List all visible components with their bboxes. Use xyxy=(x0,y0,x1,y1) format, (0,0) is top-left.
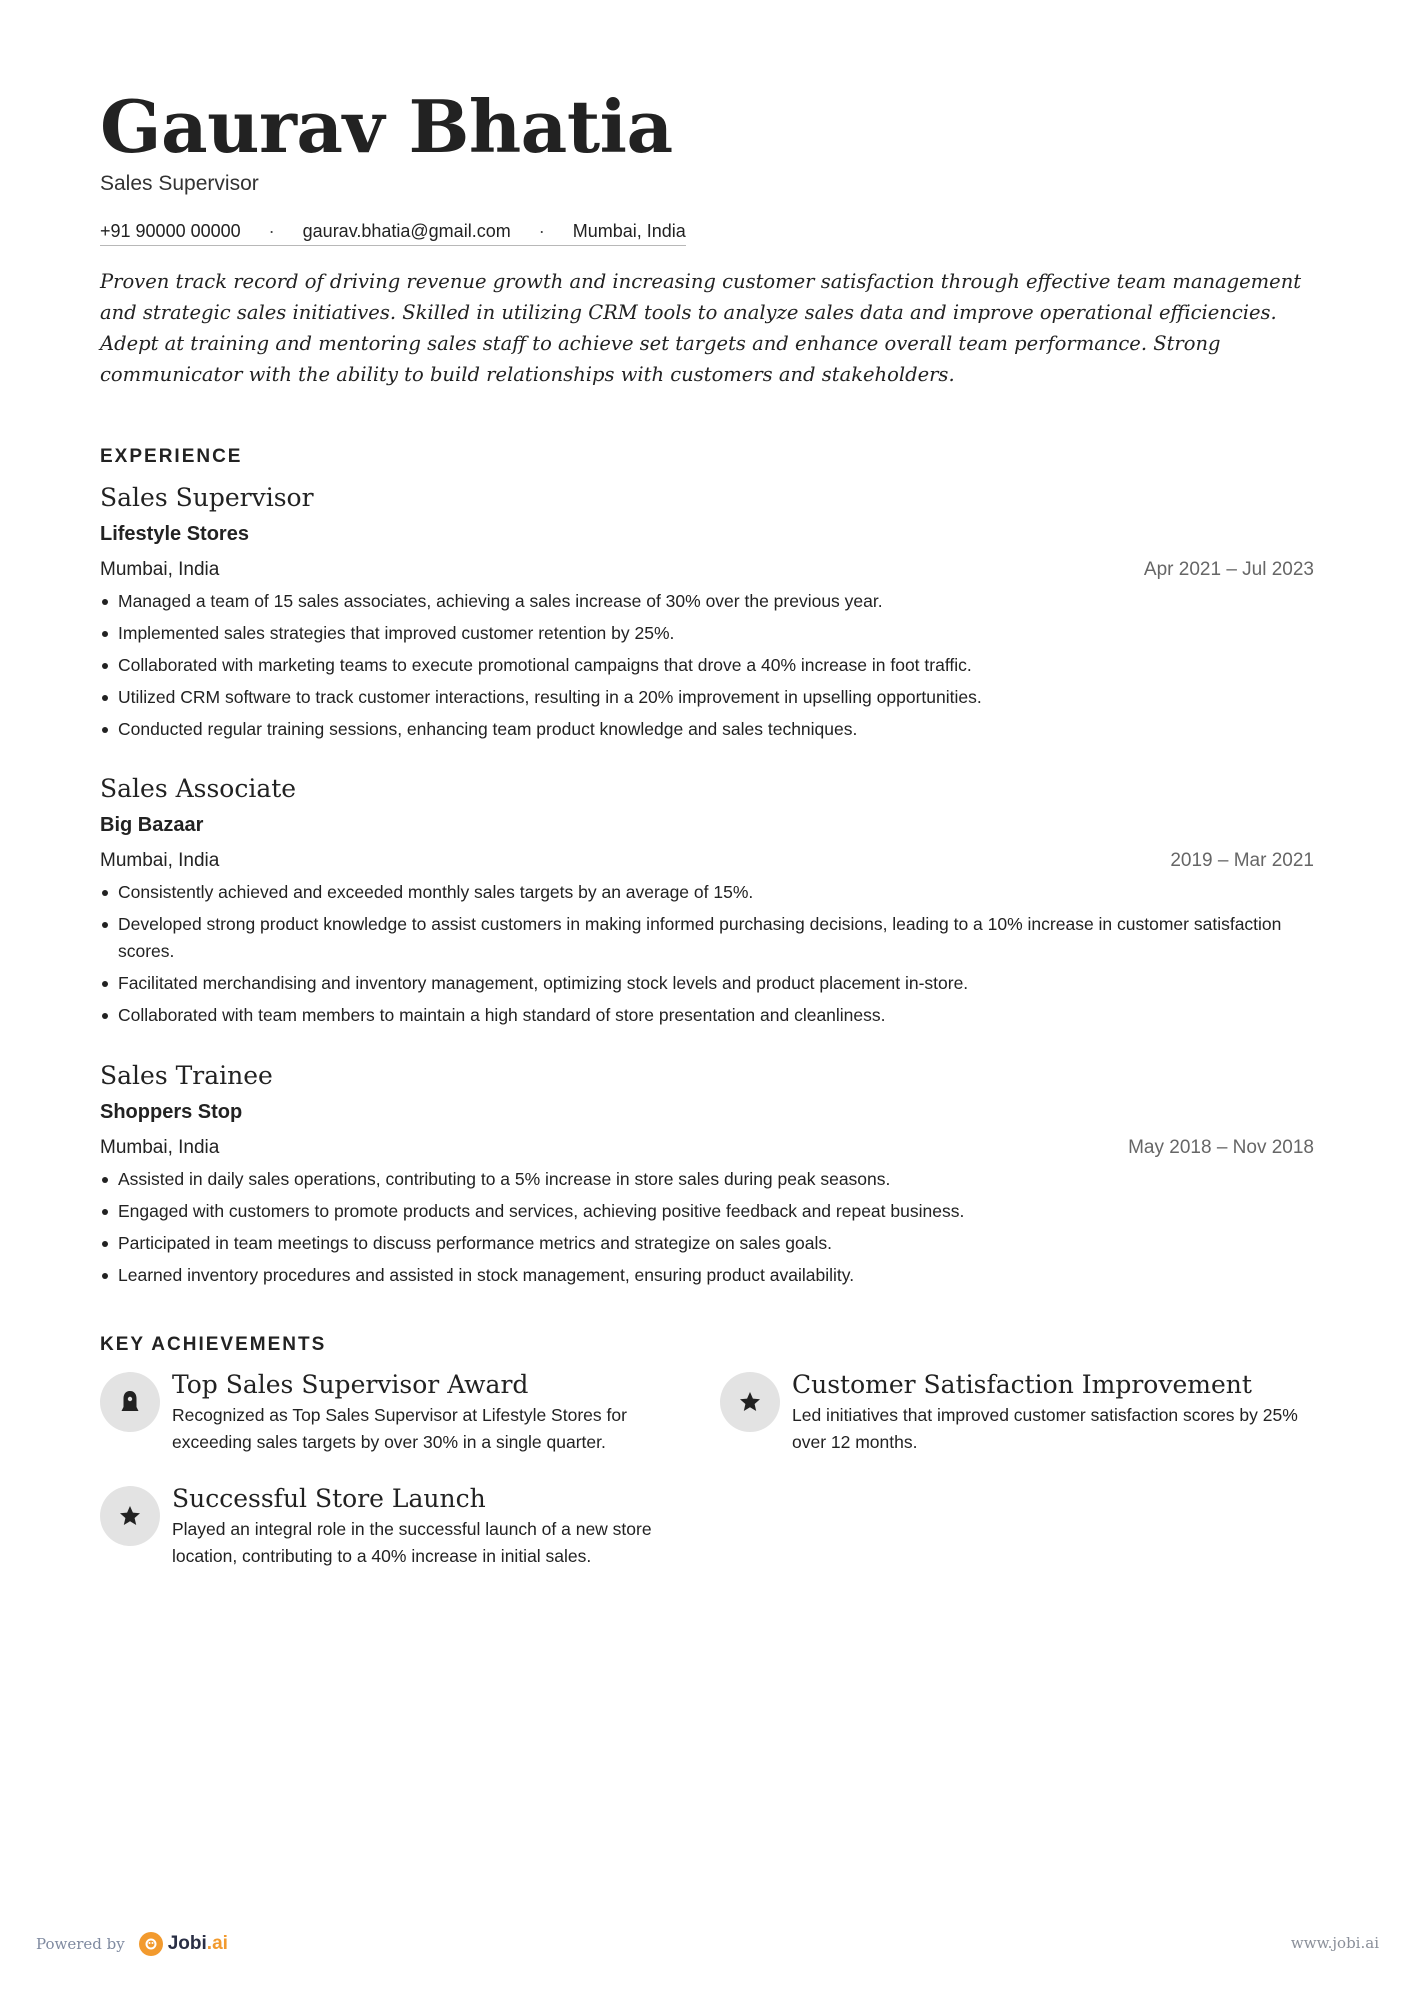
award-icon xyxy=(100,1372,160,1432)
experience-entry xyxy=(100,771,1314,1034)
job-bullet: Implemented sales strategies that improved customer retention by 25%. xyxy=(100,620,1314,647)
achievement-body xyxy=(172,1368,692,1456)
job-title: Sales Supervisor xyxy=(100,483,314,512)
job-bullet: Learned inventory procedures and assisted in stock management, ensuring product availability. xyxy=(100,1262,1314,1289)
contact-separator: · xyxy=(538,221,545,241)
achievement-description: Led initiatives that improved customer satisfaction scores by 25% over 12 months. xyxy=(792,1405,1298,1452)
achievement-description: Recognized as Top Sales Supervisor at Lifestyle Stores for exceeding sales targets by over 30% in a single quarter. xyxy=(172,1405,627,1452)
job-location: Mumbai, India xyxy=(100,850,220,871)
achievement-title: Successful Store Launch xyxy=(172,1484,486,1513)
star-icon xyxy=(100,1486,160,1546)
job-bullet: Facilitated merchandising and inventory management, optimizing stock levels and product placement in-store. xyxy=(100,970,1314,997)
job-bullet: Utilized CRM software to track customer interactions, resulting in a 20% improvement in upselling opportunities. xyxy=(100,684,1314,711)
contact-line xyxy=(100,218,686,246)
job-bullet: Collaborated with team members to maintain a high standard of store presentation and cleanliness. xyxy=(100,1002,1314,1029)
job-bullet: Assisted in daily sales operations, contributing to a 5% increase in store sales during peak seasons. xyxy=(100,1166,1314,1193)
summary-paragraph: Proven track record of driving revenue growth and increasing customer satisfaction through effective team management and strategic sales initiatives. Skilled in utilizing CRM tools to analyze sales data and improve operational efficiencies. Adept at training and mentoring sales staff to achieve set targets and enhance overall team performance. Strong communicator with the ability to build relationships with customers and stakeholders. xyxy=(100,270,1302,386)
job-title: Sales Trainee xyxy=(100,1061,273,1090)
job-bullet: Developed strong product knowledge to assist customers in making informed purchasing decisions, leading to a 10% increase in customer satisfaction scores. xyxy=(100,911,1314,965)
achievement-body xyxy=(172,1482,692,1570)
job-company: Shoppers Stop xyxy=(100,1101,243,1123)
brand-name-main: Jobi xyxy=(167,1933,207,1954)
email-text[interactable]: gaurav.bhatia@gmail.com xyxy=(302,221,511,241)
powered-by-text: Powered by xyxy=(36,1935,125,1953)
job-bullets xyxy=(100,1166,1314,1289)
experience-section-title: EXPERIENCE xyxy=(100,446,243,467)
contact-separator: · xyxy=(268,221,275,241)
achievements-section-title: KEY ACHIEVEMENTS xyxy=(100,1334,327,1355)
job-bullet: Managed a team of 15 sales associates, achieving a sales increase of 30% over the previous year. xyxy=(100,588,1314,615)
phone-text[interactable]: +91 90000 00000 xyxy=(100,221,241,241)
job-bullets xyxy=(100,879,1314,1029)
jobi-logo-icon[interactable] xyxy=(139,1932,163,1956)
job-dates: May 2018 – Nov 2018 xyxy=(1128,1137,1314,1158)
job-bullet: Conducted regular training sessions, enhancing team product knowledge and sales techniques. xyxy=(100,716,1314,743)
candidate-name: Gaurav Bhatia xyxy=(100,84,673,169)
star-icon xyxy=(720,1372,780,1432)
job-bullets xyxy=(100,588,1314,743)
achievement-title: Top Sales Supervisor Award xyxy=(172,1370,529,1399)
experience-entry xyxy=(100,1058,1314,1294)
achievement-description: Played an integral role in the successful launch of a new store location, contributing to a 40% increase in initial sales. xyxy=(172,1519,652,1566)
site-url[interactable]: www.jobi.ai xyxy=(1290,1934,1379,1952)
job-bullet: Engaged with customers to promote products and services, achieving positive feedback and repeat business. xyxy=(100,1198,1314,1225)
powered-by-footer xyxy=(36,1932,228,1956)
job-company: Big Bazaar xyxy=(100,814,204,836)
achievement-body xyxy=(792,1368,1312,1456)
job-bullet: Collaborated with marketing teams to execute promotional campaigns that drove a 40% increase in foot traffic. xyxy=(100,652,1314,679)
job-location: Mumbai, India xyxy=(100,559,220,580)
job-company: Lifestyle Stores xyxy=(100,523,249,545)
candidate-headline: Sales Supervisor xyxy=(100,172,259,195)
job-dates: Apr 2021 – Jul 2023 xyxy=(1143,559,1314,580)
brand-name-accent: .ai xyxy=(206,1933,228,1954)
experience-entry xyxy=(100,480,1314,748)
job-bullet: Consistently achieved and exceeded monthly sales targets by an average of 15%. xyxy=(100,879,1314,906)
job-dates: 2019 – Mar 2021 xyxy=(1170,850,1314,871)
job-meta xyxy=(100,843,1314,879)
job-meta xyxy=(100,552,1314,588)
job-bullet: Participated in team meetings to discuss performance metrics and strategize on sales goals. xyxy=(100,1230,1314,1257)
achievement-title: Customer Satisfaction Improvement xyxy=(792,1370,1252,1399)
job-meta xyxy=(100,1130,1314,1166)
location-text: Mumbai, India xyxy=(572,221,686,241)
brand-name[interactable] xyxy=(168,1933,228,1955)
job-location: Mumbai, India xyxy=(100,1137,220,1158)
job-title: Sales Associate xyxy=(100,774,297,803)
